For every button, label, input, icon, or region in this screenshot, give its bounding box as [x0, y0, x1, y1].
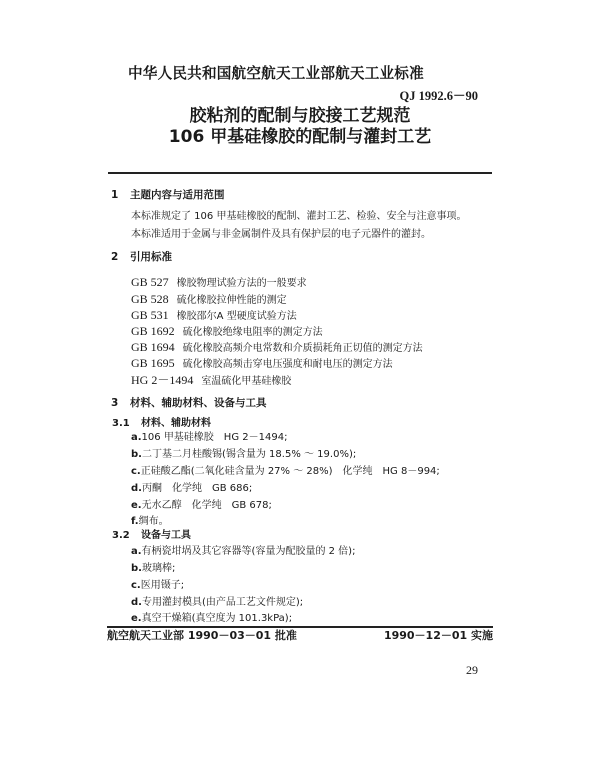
paragraph: 本标准适用于金属与非金属制件及具有保护层的电子元器件的灌封。	[131, 229, 431, 240]
item-text: 医用镊子;	[140, 580, 185, 591]
list-item	[131, 467, 440, 477]
paragraph: 本标准规定了 106 甲基硅橡胶的配制、灌封工艺、检验、安全与注意事项。	[131, 211, 467, 222]
section-title: 材料、辅助材料、设备与工具	[130, 397, 267, 409]
item-text: 绸布。	[138, 516, 169, 527]
subsection-number: 3.1	[112, 418, 130, 429]
reference-code: GB 531	[131, 308, 169, 322]
reference-code: GB 1695	[131, 356, 175, 370]
item-text: 玻璃棒;	[141, 563, 176, 574]
subsection-3-2-heading	[112, 531, 191, 541]
item-letter: b.	[131, 449, 142, 460]
approval-date: 航空航天工业部 1990－03－01 批准	[107, 629, 297, 642]
item-text: 专用灌封模具(由产品工艺文件规定);	[141, 597, 304, 608]
item-letter: f.	[131, 516, 139, 527]
list-item	[131, 484, 252, 494]
reference-title: 橡胶物理试验方法的一般要求	[176, 278, 307, 289]
title-line-1: 胶粘剂的配制与胶接工艺规范	[189, 106, 411, 126]
item-text: 丙酮 化学纯 GB 686;	[141, 483, 253, 494]
item-text: 无水乙醇 化学纯 GB 678;	[141, 500, 272, 511]
item-letter: e.	[131, 500, 142, 511]
reference-code: GB 1692	[131, 324, 175, 338]
list-item	[131, 433, 287, 443]
item-letter: c.	[131, 466, 141, 477]
standard-code: QJ 1992.6－90	[399, 89, 478, 103]
list-item	[131, 450, 356, 460]
reference-item	[131, 325, 323, 338]
issuing-organization: 中华人民共和国航空航天工业部航天工业标准	[128, 65, 424, 82]
page-number: 29	[466, 663, 478, 677]
reference-code: GB 527	[131, 275, 169, 289]
section-number: 1	[111, 189, 119, 201]
reference-item	[131, 309, 297, 322]
item-text: 106 甲基硅橡胶 HG 2－1494;	[141, 432, 288, 443]
subsection-number: 3.2	[112, 530, 130, 541]
reference-item	[131, 374, 291, 387]
list-item	[131, 564, 175, 574]
section-1-heading	[111, 190, 225, 201]
reference-title: 橡胶邵尔A 型硬度试验方法	[176, 311, 297, 322]
section-title: 引用标准	[130, 251, 172, 263]
header-rule	[108, 172, 492, 174]
item-text: 正硅酸乙酯(二氧化硅含量为 27% ～ 28%) 化学纯 HG 8－994;	[140, 466, 440, 477]
section-2-heading	[111, 252, 172, 263]
section-title: 主题内容与适用范围	[130, 189, 225, 201]
section-3-heading	[111, 398, 267, 409]
item-letter: a.	[131, 432, 142, 443]
item-text: 有柄瓷坩埚及其它容器等(容量为配胶量的 2 倍);	[141, 546, 356, 557]
reference-title: 室温硫化甲基硅橡胶	[201, 376, 292, 387]
list-item	[131, 598, 303, 608]
reference-item	[131, 293, 287, 306]
list-item	[131, 614, 292, 624]
reference-item	[131, 357, 393, 370]
reference-title: 硫化橡胶高频击穿电压强度和耐电压的测定方法	[182, 359, 393, 370]
list-item	[131, 501, 272, 511]
effective-date: 1990－12－01 实施	[383, 629, 493, 642]
reference-title: 硫化橡胶拉伸性能的测定	[176, 295, 287, 306]
subsection-title: 材料、辅助材料	[141, 418, 211, 429]
item-letter: e.	[131, 613, 142, 624]
reference-code: GB 528	[131, 292, 169, 306]
reference-code: GB 1694	[131, 340, 175, 354]
item-text: 二丁基二月桂酸锡(锡含量为 18.5% ～ 19.0%);	[141, 449, 357, 460]
item-letter: b.	[131, 563, 142, 574]
reference-title: 硫化橡胶高频介电常数和介质损耗角正切值的测定方法	[182, 343, 423, 354]
item-letter: c.	[131, 580, 141, 591]
list-item	[131, 581, 184, 591]
footer-rule	[107, 626, 493, 628]
item-letter: d.	[131, 597, 142, 608]
reference-code: HG 2－1494	[131, 373, 194, 387]
section-number: 2	[111, 251, 119, 263]
list-item	[131, 547, 355, 557]
title-line-2: 106 甲基硅橡胶的配制与灌封工艺	[168, 127, 432, 147]
item-letter: d.	[131, 483, 142, 494]
item-text: 真空干燥箱(真空度为 101.3kPa);	[141, 613, 293, 624]
reference-item	[131, 341, 423, 354]
subsection-3-1-heading	[112, 419, 211, 429]
item-letter: a.	[131, 546, 142, 557]
reference-item	[131, 276, 307, 289]
section-number: 3	[111, 397, 119, 409]
reference-title: 硫化橡胶绝缘电阻率的测定方法	[182, 327, 323, 338]
list-item	[131, 517, 169, 527]
subsection-title: 设备与工具	[141, 530, 191, 541]
